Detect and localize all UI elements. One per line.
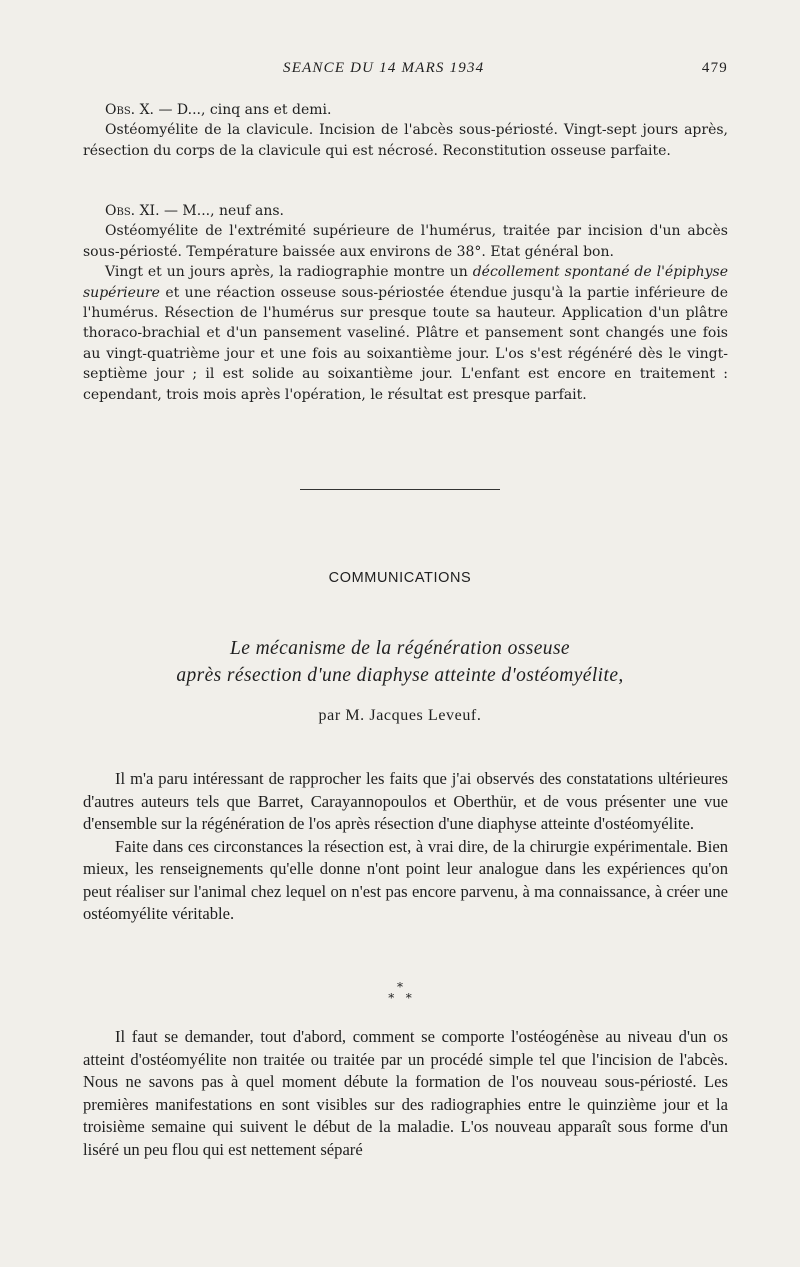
obs-xi-p2-before: Vingt et un jours après, la radiographie montre un [105, 264, 473, 281]
obs-xi-intro: — M..., neuf ans. [159, 203, 284, 219]
obs-xi-paragraph-2 [83, 262, 728, 405]
article-intro [83, 768, 728, 926]
article-paragraph-3: Il faut se demander, tout d'abord, comment se comporte l'ostéogénèse au niveau d'un os atteint d'ostéomyélite non traitée ou traitée par un procédé simple tel que l'incision de l'abcès. Nous ne savons pas à quel moment débute la formation de l'os nouveau sous-périosté. Les premières manifestations en sont visibles sur des radiographies entre le quinzième jour et la troisième semaine qui suivent le début de la maladie. L'os nouveau apparaît sous forme d'un liséré un peu flou qui est nettement séparé [83, 1027, 728, 1159]
running-head [0, 60, 800, 82]
obs-xi-p2-after: et une réaction osseuse sous-périostée étendue jusqu'à la partie inférieure de l'humérus. Résection de l'humérus sur presque toute sa hauteur. Application d'un plâtre thoraco-brachial et d'un pansement vaseliné. Plâtre et pansement sont changés une fois au vingt-quatrième jour et une fois au soixantième jour. L'os s'est régénéré dès le vingt-septième jour ; il est solide au soixantième jour. L'enfant est encore en traitement : cependant, trois mois après l'opération, le résultat est presque parfait. [83, 284, 728, 403]
obs-xi-p2-italic: décollement spontané de l'épiphyse supérieure [83, 264, 729, 301]
obs-xi-heading [83, 201, 728, 221]
running-title: SEANCE DU 14 MARS 1934 [283, 60, 485, 76]
asterism-top: * [397, 980, 403, 994]
article-paragraph-1: Il m'a paru intéressant de rapprocher les faits que j'ai observés des constatations ultérieures d'autres auteurs tels que Barret, Carayannopoulos et Oberthür, et de vous présenter une vue d'ensemble sur la régénération de l'os après résection d'une diaphyse atteinte d'ostéomyélite. [83, 769, 728, 833]
observation-x [83, 100, 728, 161]
article-body [83, 1026, 728, 1161]
obs-x-heading [83, 100, 728, 120]
section-heading: COMMUNICATIONS [328, 570, 472, 586]
obs-xi-label: Obs. XI. [105, 203, 160, 219]
obs-x-label: Obs. X. [105, 102, 154, 118]
page-number: 479 [701, 60, 728, 76]
article-title-line-1: Le mécanisme de la régénération osseuse [230, 638, 570, 659]
section-divider [300, 489, 500, 490]
article-paragraph-2: Faite dans ces circonstances la résection est, à vrai dire, de la chirurgie expérimentale. Bien mieux, les renseignements qu'elle donne n'ont point leur analogue dans les expériences qu'on peut réaliser sur l'animal chez lequel on n'est pas encore parvenu, à ma connaissance, à créer une ostéomyélite véritable. [83, 836, 728, 923]
article-byline: par M. Jacques Leveuf. [318, 707, 482, 724]
asterism-bottom: * * [388, 991, 412, 1005]
section-asterism [0, 982, 800, 1004]
observation-xi [83, 201, 728, 405]
obs-xi-paragraph-1: Ostéomyélite de l'extrémité supérieure de l'humérus, traitée par incision d'un abcès sous-périosté. Température baissée aux environs de 38°. Etat général bon. [83, 223, 728, 260]
obs-x-text: Ostéomyélite de la clavicule. Incision de l'abcès sous-périosté. Vingt-sept jours après, résection du corps de la clavicule qui est nécrosé. Reconstitution osseuse parfaite. [83, 122, 728, 159]
obs-x-intro: — D..., cinq ans et demi. [154, 102, 332, 118]
article-title-line-2: après résection d'une diaphyse atteinte d'ostéomyélite, [176, 665, 624, 686]
